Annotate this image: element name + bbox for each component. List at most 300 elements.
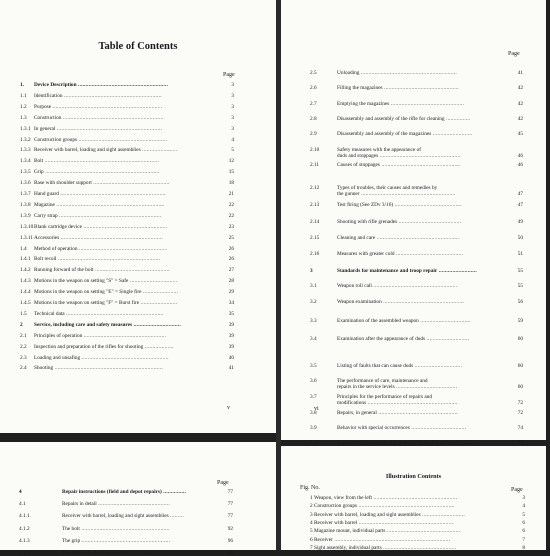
entry-page: 21 bbox=[228, 191, 234, 197]
entry-page: 56 bbox=[517, 299, 523, 306]
leader-dots: ..................................................................... bbox=[55, 125, 163, 132]
page-column-header: Page bbox=[217, 480, 229, 486]
entry-number: 2.13 bbox=[310, 201, 320, 208]
leader-dots: .............................................................. bbox=[359, 191, 456, 198]
entry-title: Repair instructions (field and depot repairs) ............... bbox=[62, 489, 187, 495]
leader-dots: ................ bbox=[444, 116, 471, 122]
leader-dots: ................................................ bbox=[389, 100, 465, 107]
entry-page: 74 bbox=[517, 439, 523, 446]
entry-number: 1.4.2 bbox=[20, 267, 31, 274]
toc-entry bbox=[20, 322, 234, 328]
entry-number: 1.4.3 bbox=[20, 278, 31, 285]
toc-entry bbox=[310, 336, 523, 342]
entry-title: The bolt .......................................................... bbox=[62, 525, 170, 532]
entry-page: 46 bbox=[517, 162, 523, 169]
entry-page: 22 bbox=[228, 201, 234, 208]
toc-entry bbox=[19, 501, 233, 507]
entry-page: 39 bbox=[228, 332, 234, 339]
toc-entry bbox=[20, 235, 234, 241]
leader-dots: ........................................ bbox=[394, 383, 458, 390]
toc-entry bbox=[310, 116, 523, 122]
entry-page: 46 bbox=[517, 152, 523, 159]
entry-page: 3 bbox=[522, 495, 525, 501]
entry-page: 23 bbox=[228, 223, 234, 230]
leader-dots: ............................................................... bbox=[357, 503, 455, 510]
entry-title: Filling the magazines ................................................. bbox=[337, 85, 459, 91]
toc-entry bbox=[20, 333, 234, 339]
entry-title: Weapon, view from the left ....................................................... bbox=[314, 495, 458, 501]
entry-number: 2.6 bbox=[310, 85, 317, 91]
leader-dots: ................................................. bbox=[93, 267, 170, 274]
entry-number: 3 bbox=[310, 511, 313, 518]
leader-dots: ............................... bbox=[132, 321, 181, 328]
leader-dots: ....................................................................... bbox=[54, 201, 165, 208]
entry-title: Identification ................................................................ bbox=[34, 92, 162, 99]
leader-dots: ................................................................ bbox=[62, 92, 162, 99]
leader-dots: .................................................. bbox=[91, 180, 170, 187]
page-title: Illustration Contents bbox=[385, 473, 442, 480]
toc-entry bbox=[310, 378, 523, 391]
entry-page: 96 bbox=[227, 537, 233, 544]
entry-page: 7 bbox=[522, 536, 525, 543]
entry-number: 2.2 bbox=[20, 343, 27, 350]
entry-page: 106 bbox=[225, 550, 233, 556]
entry-number: 1.3.5 bbox=[20, 169, 31, 176]
entry-title: Blank cartridge device ....................................................... bbox=[34, 223, 168, 230]
entry-page: 50 bbox=[517, 234, 523, 241]
entry-number: 2.8 bbox=[310, 116, 317, 122]
toc-entry bbox=[310, 503, 525, 509]
entry-title: Technical data ................................................................ bbox=[34, 310, 164, 317]
entry-title: Motions in the weapon on setting "S" = Safe ............................... bbox=[34, 278, 178, 285]
entry-title: Bolt ........................................................................... bbox=[34, 158, 159, 165]
toc-entry bbox=[20, 289, 234, 295]
entry-page: 15 bbox=[228, 169, 234, 176]
entry-title: Repairs, in general .................................................... bbox=[337, 410, 458, 417]
entry-page: 72 bbox=[517, 400, 523, 407]
leader-dots: ....................................................... bbox=[371, 283, 458, 289]
entry-title: Bolt recoil ................................................................... bbox=[34, 256, 161, 263]
entry-title: Construction groups .......................................................... bbox=[34, 136, 168, 143]
entry-page: 60 bbox=[517, 383, 523, 390]
entry-page: 42 bbox=[517, 85, 523, 91]
entry-page: 3 bbox=[231, 92, 234, 99]
toc-entry bbox=[20, 202, 234, 208]
toc-entry bbox=[310, 283, 523, 289]
entry-title: Principles of operation ...................................................... bbox=[34, 332, 167, 339]
leader-dots: .......................................................... bbox=[77, 245, 168, 252]
entry-page: 92 bbox=[227, 525, 233, 532]
toc-entry bbox=[20, 344, 234, 350]
toc-page-right bbox=[281, 0, 546, 446]
toc-entry bbox=[19, 550, 233, 556]
toc-entry bbox=[20, 256, 234, 262]
toc-entry bbox=[20, 147, 234, 153]
leader-dots: .................................................... bbox=[379, 162, 461, 169]
toc-entry bbox=[310, 410, 523, 416]
entry-title: Cleaning and care ...................................................... bbox=[337, 234, 460, 241]
leader-dots: ................................................. bbox=[382, 85, 459, 91]
leader-dots: ......................................... bbox=[397, 218, 462, 225]
illustration-contents-page bbox=[281, 446, 546, 550]
leader-dots: .................................... bbox=[409, 424, 467, 431]
entry-title: Receiver with barrel, loading and sight assemblies ......... bbox=[62, 513, 184, 520]
entry-number: 2.5 bbox=[310, 69, 317, 76]
toc-entry bbox=[20, 158, 234, 164]
entry-title: Receiver with barrel, loading and sight assemblies ............................ bbox=[314, 511, 465, 518]
entry-title: Device Description ........................................................... bbox=[34, 82, 168, 88]
toc-entry bbox=[310, 318, 523, 324]
entry-page: 60 bbox=[517, 336, 523, 343]
leader-dots: ................................ bbox=[128, 550, 179, 556]
toc-entry bbox=[310, 202, 523, 208]
entry-title: Measures with greater cold ............................................ bbox=[337, 251, 464, 258]
entry-number: 2.10 bbox=[310, 146, 320, 153]
toc-entry bbox=[20, 311, 234, 317]
toc-entry bbox=[310, 85, 523, 91]
entry-number: 3.8 bbox=[310, 410, 317, 417]
entry-number: 2.4 bbox=[20, 365, 27, 372]
entry-page: 3 bbox=[231, 103, 234, 110]
entry-number: 1.2 bbox=[20, 103, 27, 110]
entry-number: 2.1 bbox=[20, 332, 27, 339]
toc-entry bbox=[310, 101, 523, 107]
toc-entry bbox=[20, 267, 234, 273]
leader-dots: ....................................................................... bbox=[53, 365, 163, 372]
entry-page: 8 bbox=[522, 544, 525, 551]
toc-entry bbox=[20, 355, 234, 361]
entry-page: 3 bbox=[231, 114, 234, 121]
leader-dots: ................................................................... bbox=[59, 234, 163, 241]
entry-number: 1.5 bbox=[20, 310, 27, 317]
entry-page: 5 bbox=[231, 147, 234, 154]
entry-page: 6 bbox=[522, 528, 525, 535]
entry-title: Behavior with special occurrences .................................... bbox=[337, 424, 467, 431]
entry-number: 1.3.7 bbox=[20, 191, 31, 197]
page-number: v bbox=[227, 405, 230, 411]
leader-dots: ............................................................................ bbox=[332, 536, 451, 543]
entry-page: 45 bbox=[517, 130, 523, 137]
entry-title: Test firing (See ZDv 3/16) ............................................ bbox=[337, 201, 462, 208]
entry-page: 41 bbox=[517, 69, 523, 76]
toc-entry bbox=[310, 131, 523, 137]
entry-page: 12 bbox=[228, 158, 234, 165]
entry-number: 2 bbox=[20, 321, 23, 328]
entry-title: Improvement proposals and technical field of experience .......... bbox=[337, 439, 475, 446]
leader-dots: .......................................................... bbox=[79, 525, 170, 532]
entry-page: 6 bbox=[522, 519, 525, 526]
entry-number: 1.3.11 bbox=[20, 234, 34, 241]
toc-entry bbox=[20, 104, 234, 110]
entry-title: Service, including care and safety measures ............................... bbox=[34, 321, 181, 328]
entry-number: 2.16 bbox=[310, 251, 320, 258]
entry-number: 1.4 bbox=[20, 245, 27, 252]
entry-title: Running forward of the bolt ................................................. bbox=[34, 267, 170, 274]
entry-title: Inspection and preparation of the rifles for shooting ................... bbox=[34, 343, 174, 350]
entry-number: 1.3.3 bbox=[20, 147, 31, 154]
entry-number: 3.2 bbox=[310, 299, 317, 306]
entry-title: Standards for maintenance and troop repair ......................... bbox=[337, 267, 477, 274]
page-column-header: Page bbox=[508, 51, 520, 57]
entry-page: 39 bbox=[228, 321, 234, 328]
leader-dots: ................................. bbox=[418, 317, 471, 324]
leader-dots: ............................... bbox=[128, 278, 178, 285]
entry-title: Examination after the appearance of duds ............................ bbox=[337, 336, 470, 343]
entry-page: 22 bbox=[228, 212, 234, 219]
entry-title: Construction groups ............................................................... bbox=[314, 503, 455, 510]
leader-dots: ........................................................... bbox=[76, 82, 168, 88]
toc-entry bbox=[20, 278, 234, 284]
toc-entry bbox=[20, 115, 234, 121]
entry-number: 1.4.4 bbox=[20, 289, 31, 296]
entry-title: Shooting ....................................................................... bbox=[34, 365, 163, 372]
entry-number: 3.7 bbox=[310, 394, 317, 400]
entry-page: 3 bbox=[231, 82, 234, 88]
entry-page: 42 bbox=[517, 100, 523, 107]
entry-title: Magazine mount, individual parts ................................................ bbox=[314, 528, 461, 535]
entry-number: 3 bbox=[310, 267, 313, 274]
entry-page: 55 bbox=[517, 283, 523, 289]
entry-number: 3.3 bbox=[310, 317, 317, 324]
leader-dots: ............................................ bbox=[394, 251, 464, 258]
entry-title: Sight assembly, individual parts ................................................ bbox=[314, 544, 457, 551]
toc-entry bbox=[19, 538, 233, 544]
toc-entry bbox=[310, 520, 525, 526]
entry-number: 5 bbox=[310, 528, 313, 535]
toc-entry bbox=[20, 365, 234, 371]
entry-number: 4.1.1 bbox=[19, 513, 30, 520]
entry-page: 25 bbox=[228, 234, 234, 241]
entry-number: 3.4 bbox=[310, 336, 317, 343]
entry-number: 1. bbox=[20, 82, 24, 88]
entry-number: 3.6 bbox=[310, 377, 317, 384]
leader-dots: .................................................... bbox=[376, 410, 458, 417]
entry-number: 3.9 bbox=[310, 424, 317, 431]
entry-number: 2.11 bbox=[310, 162, 320, 169]
entry-number: 2 bbox=[310, 503, 313, 510]
entry-title: Emptying the magazines ................................................ bbox=[337, 100, 465, 107]
toc-entry bbox=[310, 251, 523, 257]
page-column-header: Page bbox=[511, 487, 523, 493]
toc-entry bbox=[310, 299, 523, 305]
leader-dots: ....................................................... bbox=[371, 495, 458, 501]
toc-entry bbox=[310, 394, 523, 407]
leader-dots: ............................... bbox=[413, 363, 462, 370]
toc-entry bbox=[20, 93, 234, 99]
toc-entry bbox=[310, 545, 525, 551]
entry-page: 27 bbox=[228, 267, 234, 274]
entry-title: The base with shoulder support ................................ bbox=[62, 550, 179, 556]
entry-number: 3.10 bbox=[310, 439, 320, 446]
leader-dots: ........................................................... bbox=[366, 400, 458, 407]
leader-dots: ......... bbox=[168, 513, 184, 520]
toc-entry bbox=[20, 191, 234, 197]
entry-title: Principles for the performance of repairs and modifications ........................................................... bbox=[337, 394, 458, 407]
entry-title: Weapon roll call ....................................................... bbox=[337, 283, 458, 289]
entry-number: 1 bbox=[310, 495, 313, 501]
toc-entry bbox=[310, 185, 523, 198]
leader-dots: ....................... bbox=[140, 147, 178, 154]
entry-number: 1.4.1 bbox=[20, 256, 31, 263]
entry-title: Disassembly and assembly of the magazines .......................... bbox=[337, 130, 473, 137]
entry-page: 77 bbox=[227, 489, 233, 495]
leader-dots: ........................ bbox=[139, 300, 178, 306]
entry-number: 3.1 bbox=[310, 283, 317, 289]
entry-title: The performance of care, maintenance and repairs in the service levels ........................................ bbox=[337, 377, 458, 390]
entry-title: Base with shoulder support .................................................. bbox=[34, 180, 170, 187]
page-title: Table of Contents bbox=[98, 41, 178, 52]
entry-number: 2.15 bbox=[310, 234, 320, 241]
toc-entry bbox=[20, 300, 234, 306]
toc-entry bbox=[310, 70, 523, 76]
entry-title: Magazine ....................................................................... bbox=[34, 201, 165, 208]
entry-number: 7 bbox=[310, 544, 313, 551]
leader-dots: ............... bbox=[161, 489, 187, 495]
entry-number: 4 bbox=[19, 489, 22, 495]
entry-number: 1.3.10 bbox=[20, 223, 34, 230]
entry-number: 4.1.2 bbox=[19, 525, 30, 532]
toc-entry bbox=[20, 169, 234, 175]
entry-title: Construction .................................................................. bbox=[34, 114, 164, 121]
leader-dots: ................................................................... bbox=[56, 256, 161, 263]
entry-title: Loading and unsafing ......................................................... bbox=[34, 354, 169, 361]
leader-dots: ............................................ bbox=[393, 201, 462, 208]
leader-dots: ................................................................ bbox=[64, 310, 164, 317]
entry-number: 1.3.1 bbox=[20, 125, 31, 132]
entry-title: Hand guard ..................................................................... bbox=[34, 191, 166, 197]
entry-number: 1.1 bbox=[20, 92, 27, 99]
entry-title: Receiver with barrel .............................................................. bbox=[314, 519, 454, 526]
entry-title: Repairs in detail ............................................... bbox=[62, 501, 170, 508]
entry-number: 2.7 bbox=[310, 100, 317, 107]
entry-number: 1.3.8 bbox=[20, 201, 31, 208]
entry-page: 26 bbox=[228, 256, 234, 263]
entry-page: 42 bbox=[517, 116, 523, 122]
entry-title: Weapon examination ..................................................... bbox=[337, 299, 465, 306]
entry-number: 4.1.3 bbox=[19, 537, 30, 544]
entry-number: 1.3.9 bbox=[20, 212, 31, 219]
entry-title: Grip ........................................................................... bbox=[34, 169, 160, 176]
leader-dots: .............................................................. bbox=[357, 519, 454, 526]
entry-page: 41 bbox=[228, 365, 234, 372]
entry-number: 1.4.5 bbox=[20, 300, 31, 306]
entry-page: 28 bbox=[228, 278, 234, 285]
entry-page: 40 bbox=[228, 354, 234, 361]
entry-page: 47 bbox=[517, 201, 523, 208]
entry-page: 3 bbox=[231, 125, 234, 132]
toc-entry bbox=[20, 246, 234, 252]
toc-entry bbox=[20, 224, 234, 230]
entry-page: 4 bbox=[522, 503, 525, 510]
leader-dots: .................................................................. bbox=[61, 114, 164, 121]
toc-page-continued bbox=[0, 442, 276, 556]
toc-entry bbox=[20, 137, 234, 143]
entry-page: 39 bbox=[228, 343, 234, 350]
entry-number: 2.9 bbox=[310, 130, 317, 137]
fig-column-header: Fig. No. bbox=[300, 485, 320, 491]
toc-entry bbox=[310, 219, 523, 225]
entry-number: 6 bbox=[310, 536, 313, 543]
leader-dots: ................................................ bbox=[385, 528, 461, 535]
entry-page: 72 bbox=[517, 410, 523, 417]
entry-number: 4.1.4 bbox=[19, 550, 30, 556]
leader-dots: ........................................................................ bbox=[51, 103, 163, 110]
entry-title: Carry strap ................................................................... bbox=[34, 212, 162, 219]
leader-dots: .......................... bbox=[431, 130, 473, 137]
entry-title: Unloading ............................................................... bbox=[337, 69, 457, 76]
toc-entry bbox=[310, 528, 525, 534]
entry-page: 18 bbox=[228, 180, 234, 187]
entry-number: 3.5 bbox=[310, 363, 317, 370]
entry-number: 1.3 bbox=[20, 114, 27, 121]
leader-dots: ................................................................... bbox=[57, 212, 162, 219]
leader-dots: ........................................................................... bbox=[43, 169, 160, 176]
entry-title: Purpose ........................................................................ bbox=[34, 103, 163, 110]
entry-title: Examination of the assembled weapon ................................. bbox=[337, 317, 471, 324]
toc-entry bbox=[19, 526, 233, 532]
toc-entry bbox=[310, 268, 523, 274]
leader-dots: ............................................... bbox=[96, 501, 170, 508]
toc-entry bbox=[310, 363, 523, 369]
toc-entry bbox=[310, 512, 525, 518]
toc-entry bbox=[310, 537, 525, 543]
entry-page: 26 bbox=[228, 245, 234, 252]
entry-title: Disassembly and assembly of the rifle for cleaning ................ bbox=[337, 116, 471, 122]
leader-dots: ............................ bbox=[425, 336, 470, 343]
leader-dots: ..................................................... bbox=[381, 299, 465, 306]
toc-entry bbox=[20, 213, 234, 219]
leader-dots: ......................................................... bbox=[80, 354, 169, 361]
entry-page: 47 bbox=[517, 191, 523, 198]
leader-dots: ...................................................... bbox=[82, 332, 167, 339]
leader-dots: .......... bbox=[457, 439, 475, 446]
entry-number: 4.1 bbox=[19, 501, 26, 508]
leader-dots: ................... bbox=[143, 343, 174, 350]
toc-entry bbox=[20, 82, 234, 88]
toc-entry bbox=[19, 513, 233, 519]
entry-title: Safety measures with the appearance of duds and stoppages ..................................................... bbox=[337, 146, 461, 159]
entry-page: 29 bbox=[228, 289, 234, 296]
toc-page-left bbox=[0, 0, 276, 433]
leader-dots: ....................................................... bbox=[81, 223, 168, 230]
entry-title: Shooting with rifle grenades ......................................... bbox=[337, 218, 462, 225]
entry-title: In general ..................................................................... bbox=[34, 125, 163, 132]
entry-title: Listing of faults that can cause duds ............................... bbox=[337, 363, 462, 370]
entry-page: 59 bbox=[517, 317, 523, 324]
entry-page: 4 bbox=[231, 136, 234, 143]
entry-title: Method of operation .......................................................... bbox=[34, 245, 168, 252]
toc-entry bbox=[310, 147, 523, 160]
leader-dots: ..................................................... bbox=[378, 152, 461, 159]
entry-page: 35 bbox=[228, 310, 234, 317]
toc-entry bbox=[19, 489, 233, 495]
leader-dots: ...................................................... bbox=[375, 234, 460, 241]
toc-entry bbox=[20, 180, 234, 186]
entry-number: 4 bbox=[310, 519, 313, 526]
entry-title: The grip .......................................................... bbox=[62, 537, 171, 544]
toc-entry bbox=[310, 235, 523, 241]
page-column-header: Page bbox=[223, 72, 235, 78]
entry-page: 5 bbox=[522, 511, 525, 518]
leader-dots: ............................................................... bbox=[359, 69, 457, 76]
entry-page: 77 bbox=[227, 501, 233, 508]
leader-dots: .......................................................... bbox=[77, 136, 168, 143]
entry-number: 1.3.2 bbox=[20, 136, 31, 143]
entry-page: 74 bbox=[517, 424, 523, 431]
leader-dots: ................................................ bbox=[381, 544, 457, 551]
leader-dots: ............................ bbox=[420, 511, 465, 518]
entry-page: 34 bbox=[228, 300, 234, 306]
